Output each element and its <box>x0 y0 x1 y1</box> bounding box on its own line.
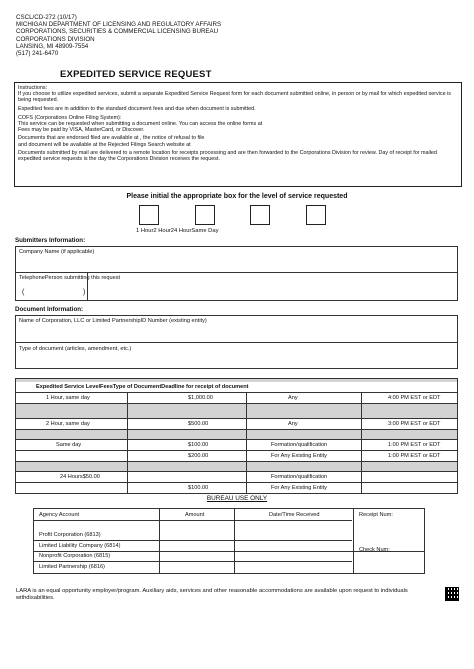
table-row <box>16 440 457 450</box>
fee-cell: $500.00 <box>188 421 209 427</box>
bureau-use-heading: BUREAU USE ONLY <box>206 495 268 502</box>
submitters-heading: Submitters Information: <box>15 237 86 244</box>
fee-cell: $200.00 <box>188 453 209 459</box>
bureau-use-table <box>33 508 425 574</box>
deadline-cell: 3:00 PM EST or EDT <box>388 421 441 427</box>
id-number-field[interactable] <box>316 327 457 341</box>
instructions-label: Instructions: <box>18 85 48 91</box>
initial-box-1-hour[interactable] <box>139 205 159 225</box>
department-name: MICHIGAN DEPARTMENT OF LICENSING AND REGULATORY AFFAIRS <box>16 21 222 29</box>
company-name-label: Company Name (if applicable) <box>19 249 95 255</box>
agency-header <box>16 14 221 57</box>
corporation-name-field[interactable] <box>16 327 316 341</box>
deadline-cell: 1:00 PM EST or EDT <box>388 442 441 448</box>
check-num-label: Check Num: <box>359 547 390 553</box>
table-header-text: Expedited Service LevelFeesType of DocumentDeadline for receipt of document <box>36 384 249 390</box>
list-item: Nonprofit Corporation (6815) <box>39 553 111 559</box>
level-cell: 1 Hour, same day <box>46 395 90 401</box>
table-header-row <box>16 382 457 392</box>
table-row <box>16 451 457 461</box>
bureau-name: CORPORATIONS, SECURITIES & COMMERCIAL LICENSING BUREAU <box>16 28 219 36</box>
instructions-p1: If you choose to utilize expedited services, submit a separate Expedited Service Request form for each document submitted online, in person or by mail for which expedited service is being requested. <box>18 91 451 104</box>
phone-paren-open: ( <box>22 289 25 296</box>
person-submitting-field[interactable] <box>88 285 457 299</box>
list-item: Profit Corporation (6813) <box>39 532 101 538</box>
list-item: Limited Partnership (6816) <box>39 564 105 570</box>
company-name-field[interactable] <box>16 258 457 272</box>
telephone-field[interactable] <box>26 285 80 299</box>
submitters-table <box>15 246 458 301</box>
expedited-fees-table <box>15 378 458 494</box>
telephone-label: TelephonePerson submitting this request <box>19 275 121 281</box>
document-heading: Document Information: <box>15 306 84 313</box>
level-cell: 24 Hours$50.00 <box>60 474 100 480</box>
initial-box-24-hour[interactable] <box>250 205 270 225</box>
instructions-p5: Documents submitted by mail are delivered to a remote location for receipts processing and are then forwarded to the Corporations Division for review. Day of receipt for mailed expedited service requests is the day the Corporations Division receives the request. <box>18 150 437 163</box>
initial-boxes-heading: Please initial the appropriate box for the level of service requested <box>126 193 348 200</box>
type-cell: For Any Existing Entity <box>271 453 327 459</box>
instructions-p3b: This service can be requested when submitting a document online. You can access the online forms at <box>18 120 263 127</box>
page-title: EXPEDITED SERVICE REQUEST <box>60 69 212 80</box>
table-row <box>16 393 457 403</box>
corporation-name-label: Name of Corporation, LLC or Limited PartnershipID Number (existing entity) <box>19 318 207 324</box>
amount-header: Amount <box>185 512 205 518</box>
initial-box-same-day[interactable] <box>306 205 326 225</box>
document-type-field[interactable] <box>16 354 457 369</box>
table-row <box>16 483 457 493</box>
document-table <box>15 315 458 369</box>
instructions-p4b: and document will be available at the Rejected Filings Search website at <box>18 141 191 148</box>
deadline-cell: 4:00 PM EST or EDT <box>388 395 441 401</box>
instructions-p2: Expedited fees are in addition to the standard document fees and due when document is submitted. <box>18 105 256 112</box>
initial-box-2-hour[interactable] <box>195 205 215 225</box>
agency-account-header: Agency Account <box>39 512 80 518</box>
type-cell: Any <box>288 421 298 427</box>
instructions-p3c: Fees may be paid by VISA, MasterCard, or Discover. <box>18 126 145 133</box>
table-row <box>16 419 457 429</box>
list-item: Limited Liability Company (6814) <box>39 543 121 549</box>
initial-box-labels: 1 Hour2 Hour24 HourSame Day <box>136 228 219 234</box>
fee-cell: $100.00 <box>188 485 209 491</box>
table-row <box>16 472 457 482</box>
level-cell: Same day <box>56 442 82 448</box>
city-address: LANSING, MI 48909-7554 <box>16 42 89 50</box>
level-cell: 2 Hour, same day <box>46 421 90 427</box>
fee-cell: $1,000.00 <box>188 395 213 401</box>
type-cell: For Any Existing Entity <box>271 485 327 491</box>
phone-paren-close: ) <box>83 289 86 296</box>
instructions-box <box>14 82 462 187</box>
type-cell: Any <box>288 395 298 401</box>
division-name: CORPORATIONS DIVISION <box>16 35 95 43</box>
footer-notice: LARA is an equal opportunity employer/program. Auxiliary aids, services and other reasonable accommodations are available upon request to individuals withdisabilities. <box>16 588 408 601</box>
document-type-label: Type of document (articles, amendment, etc.) <box>19 346 132 352</box>
type-cell: Formation/qualification <box>271 442 328 448</box>
type-cell: Formation/qualification <box>271 474 328 480</box>
phone-number: (517) 241-6470 <box>16 50 59 58</box>
deadline-cell: 1:00 PM EST or EDT <box>388 453 441 459</box>
receipt-num-label: Receipt Num: <box>359 512 393 518</box>
fee-cell: $100.00 <box>188 442 209 448</box>
instructions-p4a: Documents that are endorsed filed are available at , the notice of refusal to file <box>18 135 205 142</box>
barcode-icon <box>445 587 459 601</box>
instructions-p3a: COFS (Corporations Online Filing System): <box>18 114 122 121</box>
form-id: CSCL/CD-272 (10/17) <box>16 14 77 21</box>
date-time-header: Date/Time Received <box>269 512 320 518</box>
